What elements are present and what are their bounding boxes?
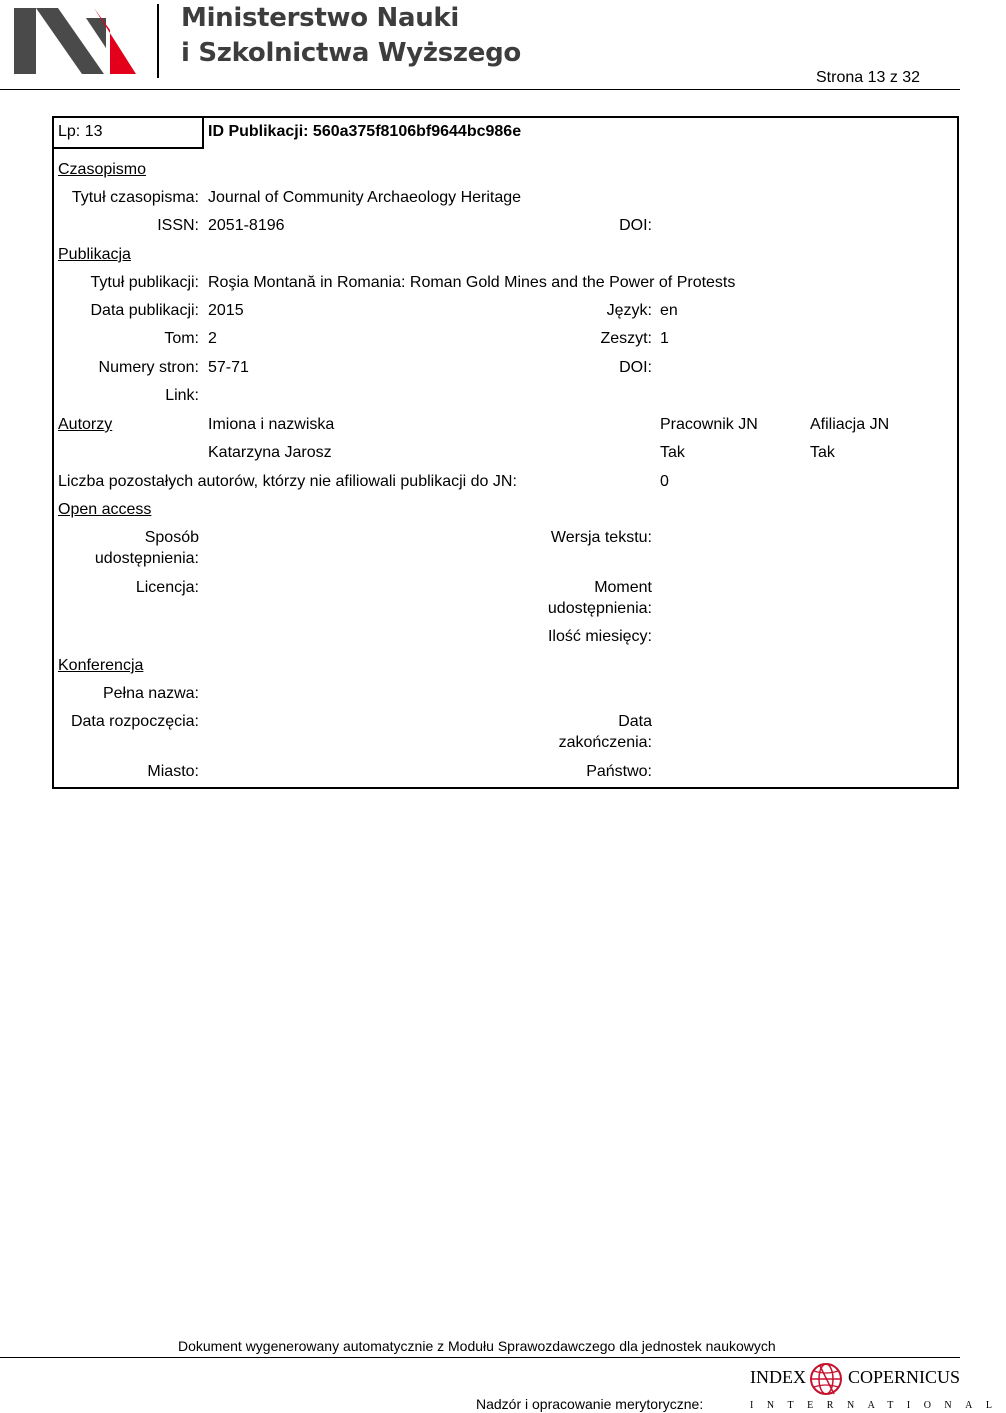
link-label: Link: [165, 387, 199, 404]
logo-word-international: INTERNATIONAL [750, 1400, 1006, 1411]
months-label: Ilość miesięcy: [547, 628, 652, 645]
header-rule [0, 89, 960, 90]
footer-rule [0, 1357, 960, 1358]
authors-col-affiliation: Afiliacja JN [810, 416, 890, 433]
author-affiliation: Tak [810, 444, 835, 461]
issn-label: ISSN: [157, 217, 199, 234]
license-label: Licencja: [135, 579, 199, 596]
volume-value: 2 [208, 330, 217, 347]
conference-name-label: Pełna nazwa: [102, 685, 199, 702]
publication-doi-label: DOI: [619, 359, 652, 376]
conference-start-label: Data rozpoczęcia: [70, 713, 199, 730]
section-journal: Czasopismo [58, 161, 147, 178]
volume-label: Tom: [164, 330, 199, 347]
issue-value: 1 [660, 330, 669, 347]
footer-generated-note: Dokument wygenerowany automatycznie z Modułu Sprawozdawczego dla jednostek naukowych [178, 1338, 776, 1354]
issn-value: 2051-8196 [208, 217, 285, 234]
logo-word-copernicus: COPERNICUS [848, 1367, 961, 1387]
logo-word-index: INDEX [750, 1367, 806, 1387]
author-name: Katarzyna Jarosz [208, 444, 332, 461]
pages-value: 57-71 [208, 359, 249, 376]
language-label: Język: [606, 302, 652, 319]
text-version-label: Wersja tekstu: [550, 529, 652, 546]
authors-col-name: Imiona i nazwiska [208, 416, 335, 433]
journal-title-label: Tytuł czasopisma: [71, 189, 199, 206]
record-id: ID Publikacji: 560a375f8106bf9644bc986e [208, 123, 522, 140]
journal-doi-label: DOI: [619, 217, 652, 234]
sharing-method-label-1: Sposób [144, 529, 199, 546]
conference-end-label-2: zakończenia: [558, 734, 652, 751]
issue-label: Zeszyt: [600, 330, 652, 347]
pages-label: Numery stron: [98, 359, 199, 376]
journal-title: Journal of Community Archaeology Heritage [208, 189, 522, 206]
remaining-authors-value: 0 [660, 473, 669, 490]
sharing-moment-label-1: Moment [594, 579, 652, 596]
globe-icon [808, 1360, 844, 1403]
section-publication: Publikacja [58, 246, 131, 263]
sharing-method-label-2: udostępnienia: [94, 550, 199, 567]
conference-city-label: Miasto: [147, 763, 199, 780]
ministry-logo-icon [14, 8, 136, 79]
ministry-name-line1: Ministerstwo Nauki [181, 3, 460, 33]
sharing-moment-label-2: udostępnienia: [547, 600, 652, 617]
footer-supervision: Nadzór i opracowanie merytoryczne: [476, 1396, 704, 1412]
page-number: Strona 13 z 32 [816, 69, 921, 86]
authors-col-employee: Pracownik JN [660, 416, 758, 433]
conference-country-label: Państwo: [586, 763, 652, 780]
publication-date: 2015 [208, 302, 244, 319]
author-employee: Tak [660, 444, 685, 461]
section-conference: Konferencja [58, 657, 144, 674]
ministry-name-line2: i Szkolnictwa Wyższego [181, 38, 521, 68]
header-divider [157, 4, 159, 78]
section-authors: Autorzy [58, 416, 113, 433]
publication-title-label: Tytuł publikacji: [90, 274, 199, 291]
language-value: en [660, 302, 678, 319]
section-open-access: Open access [58, 501, 152, 518]
record-lp: Lp: 13 [58, 123, 103, 140]
publication-title: Roşia Montană in Romania: Roman Gold Mines and the Power of Protests [208, 274, 736, 291]
remaining-authors-label: Liczba pozostałych autorów, którzy nie afiliowali publikacji do JN: [58, 473, 517, 490]
conference-end-label-1: Data [618, 713, 652, 730]
publication-date-label: Data publikacji: [90, 302, 199, 319]
